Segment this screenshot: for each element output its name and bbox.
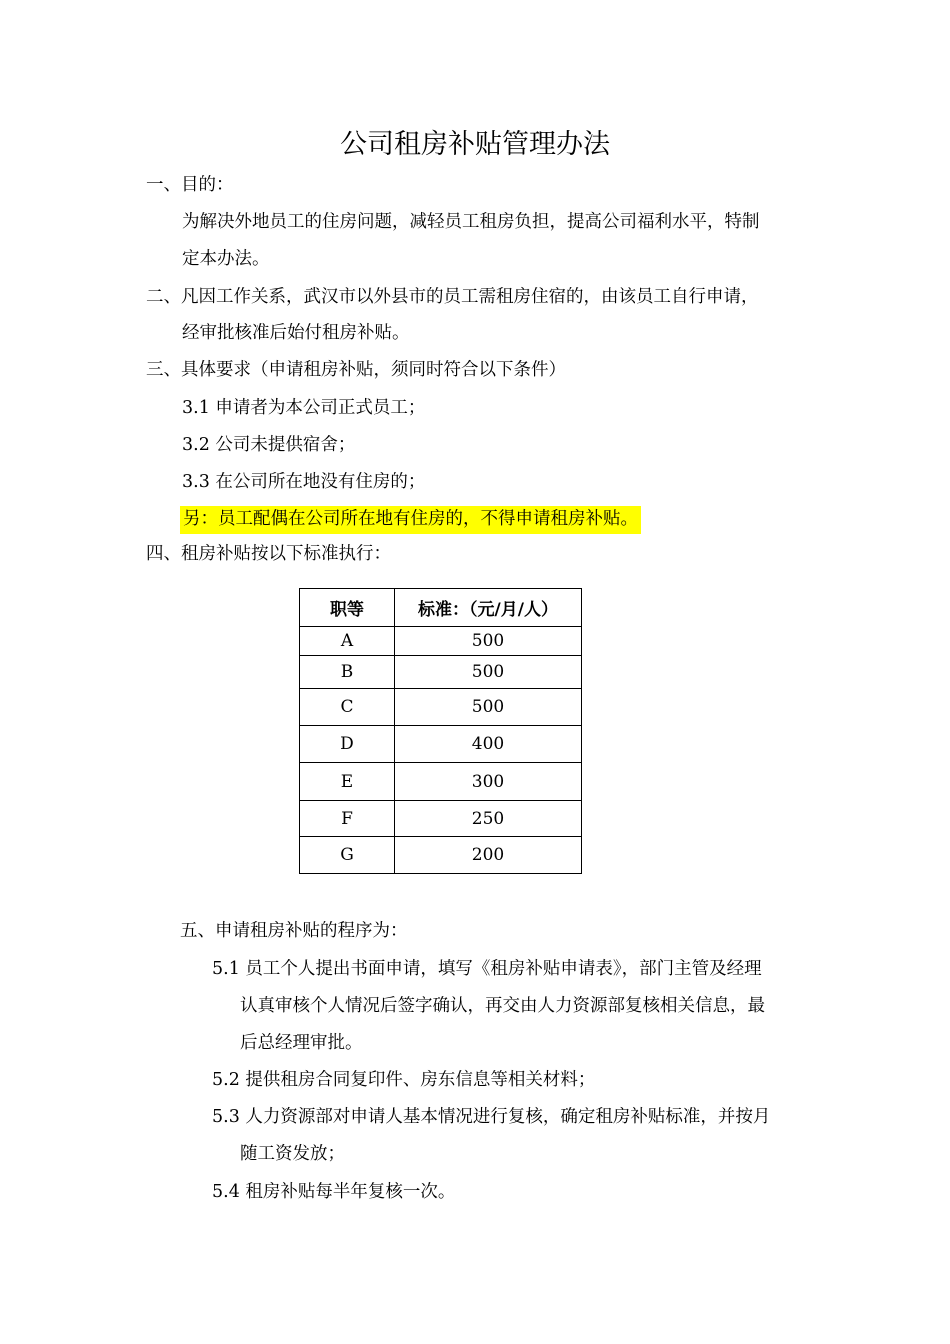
cell-amount: 300: [395, 763, 582, 801]
cell-amount: 500: [395, 656, 582, 689]
item-5-3-line-2: 随工资发放；: [240, 1144, 345, 1164]
table-row: [300, 726, 582, 763]
cell-amount: 500: [395, 689, 582, 726]
section-2-text-line-2: 经审批核准后始付租房补贴。: [182, 323, 410, 343]
item-5-2: 5.2 提供租房合同复印件、房东信息等相关材料；: [212, 1070, 596, 1090]
item-5-4: 5.4 租房补贴每半年复核一次。: [212, 1182, 456, 1202]
table-row: [300, 801, 582, 837]
table-row: [300, 627, 582, 656]
table-row: [300, 763, 582, 801]
item-5-1-line-3: 后总经理审批。: [240, 1033, 363, 1053]
item-3-2: 3.2 公司未提供宿舍；: [182, 435, 356, 455]
item-3-3: 3.3 在公司所在地没有住房的；: [182, 472, 426, 492]
section-4-heading: 四、租房补贴按以下标准执行：: [146, 544, 391, 564]
item-3-1: 3.1 申请者为本公司正式员工；: [182, 398, 426, 418]
section-1-heading: 一、目的：: [146, 175, 234, 195]
cell-amount: 400: [395, 726, 582, 763]
cell-amount: 200: [395, 837, 582, 874]
cell-grade: E: [300, 763, 395, 801]
cell-grade: A: [300, 627, 395, 656]
item-5-1-line-2: 认真审核个人情况后签字确认，再交由人力资源部复核相关信息，最: [240, 996, 765, 1016]
cell-grade: B: [300, 656, 395, 689]
table-header-row: [300, 589, 582, 627]
cell-grade: F: [300, 801, 395, 837]
cell-amount: 250: [395, 801, 582, 837]
cell-amount: 500: [395, 627, 582, 656]
table-row: [300, 656, 582, 689]
section-3-heading: 三、具体要求（申请租房补贴，须同时符合以下条件）: [146, 360, 566, 380]
header-standard: 标准：（元/月/人）: [395, 589, 582, 627]
table-row: [300, 689, 582, 726]
section-2-text-line-1: 二、凡因工作关系，武汉市以外县市的员工需租房住宿的，由该员工自行申请，: [146, 287, 759, 307]
page-title: 公司租房补贴管理办法: [340, 129, 610, 160]
section-1-text-line-2: 定本办法。: [182, 249, 270, 269]
section-1-text-line-1: 为解决外地员工的住房问题，减轻员工租房负担，提高公司福利水平，特制: [182, 212, 760, 232]
cell-grade: G: [300, 837, 395, 874]
cell-grade: C: [300, 689, 395, 726]
item-5-1-line-1: 5.1 员工个人提出书面申请，填写《租房补贴申请表》，部门主管及经理: [212, 959, 762, 979]
table-row: [300, 837, 582, 874]
section-5-heading: 五、申请租房补贴的程序为：: [180, 921, 408, 941]
highlighted-note: 另：员工配偶在公司所在地有住房的，不得申请租房补贴。: [180, 506, 641, 534]
item-5-3-line-1: 5.3 人力资源部对申请人基本情况进行复核，确定租房补贴标准，并按月: [212, 1107, 771, 1127]
header-grade: 职等: [300, 589, 395, 627]
cell-grade: D: [300, 726, 395, 763]
subsidy-standard-table: [299, 588, 582, 874]
